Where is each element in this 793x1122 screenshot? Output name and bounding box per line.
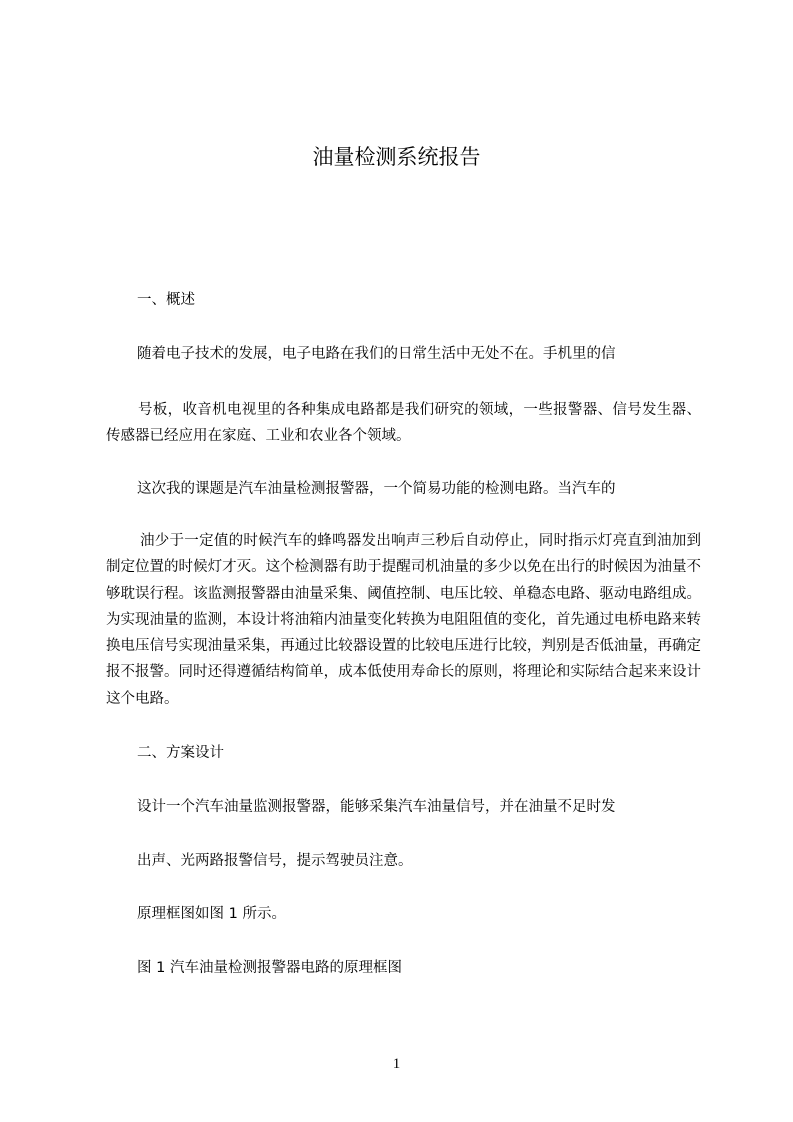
paragraph-design-line1: 设计一个汽车油量监测报警器，能够采集汽车油量信号，并在油量不足时发 [137, 799, 616, 815]
document-title: 油量检测系统报告 [312, 145, 481, 169]
section-heading-design: 二、方案设计 [137, 745, 224, 761]
paragraph-intro-cont: 号板，收音机电视里的各种集成电路都是我们研究的领域，一些报警器、信号发生器、传感器已经应用在家庭、工业和农业各个领域。 [106, 402, 701, 445]
figure-caption: 图 1 汽车油量检测报警器电路的原理框图 [137, 960, 402, 976]
section-heading-overview: 一、概述 [137, 292, 195, 308]
paragraph-topic-line1: 这次我的课题是汽车油量检测报警器，一个简易功能的检测电路。当汽车的 [137, 481, 616, 497]
paragraph-intro-line1: 随着电子技术的发展，电子电路在我们的日常生活中无处不在。手机里的信 [137, 346, 616, 362]
paragraph-figure-ref: 原理框图如图 1 所示。 [137, 906, 286, 922]
paragraph-topic-cont: 油少于一定值的时候汽车的蜂鸣器发出响声三秒后自动停止，同时指示灯亮直到油加到制定位置的时候灯才灭。这个检测器有助于提醒司机油量的多少以免在出行的时候因为油量不够耽误行程。该监测报警器由油量采集、阈值控制、电压比较、单稳态电路、驱动电路组成。为实现油量的监测，本设计将油箱内油量变化转换为电阻阻值的变化，首先通过电桥电路来转换电压信号实现油量采集，再通过比较器设置的比较电压进行比较，判别是否低油量，再确定报不报警。同时还得遵循结构简单，成本低使用寿命长的原则，将理论和实际结合起来来设计这个电路。 [106, 533, 701, 707]
paragraph-design-line2: 出声、光两路报警信号，提示驾驶员注意。 [137, 853, 413, 869]
page-number: 1 [392, 1056, 401, 1072]
